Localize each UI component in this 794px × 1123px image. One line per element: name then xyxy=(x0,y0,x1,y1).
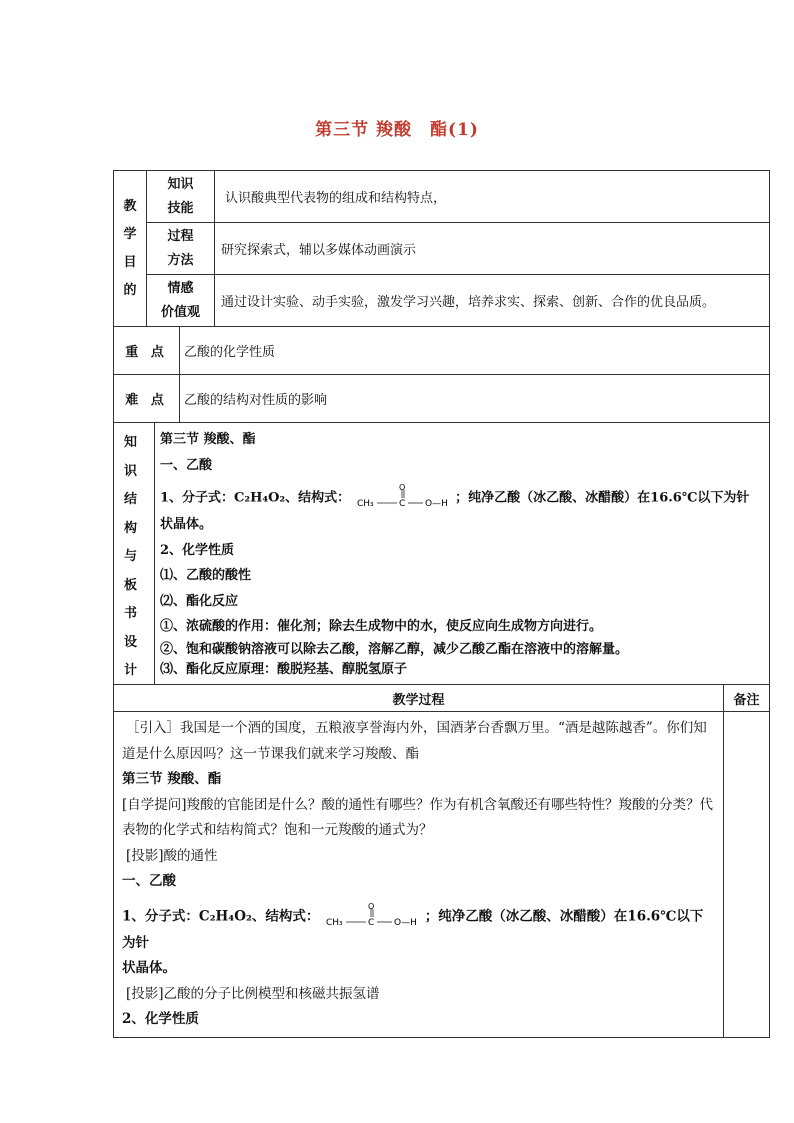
board-design-label: 知 识 结 构 与 板 书 设 计 xyxy=(123,435,137,678)
lesson-plan-table xyxy=(113,170,770,1038)
svg-text:CH₃: CH₃ xyxy=(356,499,374,509)
process-section-title: 第三节 羧酸、酯 xyxy=(122,771,222,787)
teaching-process-header: 教学过程 xyxy=(114,685,724,712)
acetic-acid-structure-formula xyxy=(324,903,420,931)
key-point-text: 乙酸的化学性质 xyxy=(180,327,770,375)
objectives-label: 教 学 目 的 xyxy=(114,171,147,327)
svg-text:O—H: O—H xyxy=(394,917,417,928)
svg-text:O—H: O—H xyxy=(424,499,448,509)
svg-text:O: O xyxy=(398,484,405,492)
key-point-label: 重 点 xyxy=(114,327,180,375)
process-chemical-properties: 2、化学性质 xyxy=(122,1011,199,1027)
difficulty-text: 乙酸的结构对性质的影响 xyxy=(180,375,770,423)
svg-text:C: C xyxy=(398,499,405,509)
process-projection-1: [投影]酸的通性 xyxy=(126,847,218,864)
process-projection-2: [投影]乙酸的分子比例模型和核磁共振氢谱 xyxy=(126,985,380,1002)
process-method-text: 研究探索式，辅以多媒体动画演示 xyxy=(215,223,770,275)
board-design-cell xyxy=(114,423,770,685)
svg-text:CH₃: CH₃ xyxy=(326,917,343,928)
knowledge-skills-text: 认识酸典型代表物的组成和结构特点， xyxy=(215,171,770,223)
notes-header: 备注 xyxy=(724,685,770,712)
acetic-acid-structure-formula xyxy=(355,484,451,512)
process-self-study-question: [自学提问]羧酸的官能团是什么？酸的通性有哪些？作为有机含氧酸还有哪些特性？羧酸的分类？代表物的化学式和结构简式？饱和一元羧酸的通式为？ xyxy=(122,796,714,838)
emotion-values-label: 情感 价值观 xyxy=(147,275,215,327)
process-crystal-line: 状晶体。 xyxy=(122,960,176,976)
svg-text:O: O xyxy=(368,902,375,911)
knowledge-skills-label: 知识 技能 xyxy=(147,171,215,223)
svg-text:C: C xyxy=(368,917,375,928)
teaching-process-content xyxy=(114,712,724,1038)
board-design-content: 第三节 羧酸、酯 一、乙酸 1、分子式：C₂H₄O₂、结构式： CH₃ C O O—H ；纯净乙酸（冰乙酸、冰醋酸）在16.6℃以下为针 状晶体。 2、化学性质 ⑴、乙酸的酸性 ⑵、酯化反应 ①、浓硫酸的作用：催化剂；除去生成物中的水，使反应向生成物方向进行。 ②、饱和碳酸钠溶液可以除去乙酸，溶解乙醇，减少乙酸乙酯在溶液中的溶解量。 ⑶、酯化反应原理：酸脱羟基、醇脱氢原子 xyxy=(160,432,750,677)
difficulty-label: 难 点 xyxy=(114,375,180,423)
process-formula-line: 1、分子式：C₂H₄O₂、结构式： CH₃ C O O—H ；纯净乙酸（冰乙酸、冰醋酸）在16.6℃以下为针 xyxy=(122,902,704,951)
notes-cell xyxy=(724,712,770,1038)
emotion-values-text: 通过设计实验、动手实验，激发学习兴趣，培养求实、探索、创新、合作的优良品质。 xyxy=(215,275,770,327)
process-intro: ［引入］我国是一个酒的国度，五粮液享誉海内外，国酒茅台香飘万里。“酒是越陈越香”。你们知道是什么原因吗？这一节课我们就来学习羧酸、酯 xyxy=(122,720,707,762)
process-method-label: 过程 方法 xyxy=(147,223,215,275)
page-title: 第三节 羧酸 酯(1) xyxy=(315,120,479,140)
process-acetic-acid-heading: 一、乙酸 xyxy=(122,873,176,889)
